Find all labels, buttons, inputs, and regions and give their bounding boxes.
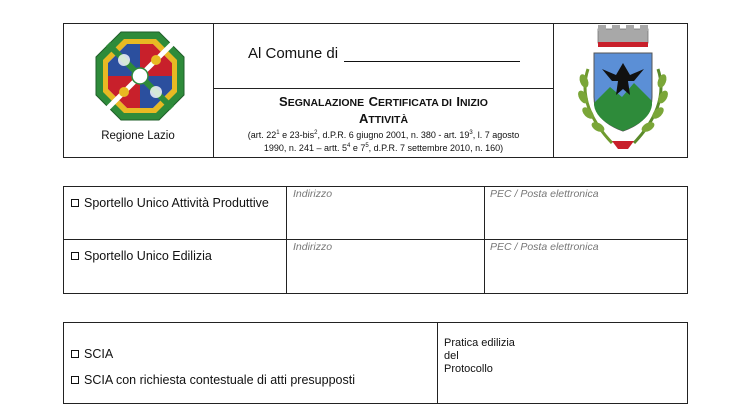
address-field[interactable]: Indirizzo: [293, 241, 333, 253]
address-field[interactable]: Indirizzo: [293, 188, 333, 200]
legal-reference-line2: 1990, n. 241 – artt. $5^4$ e $7^5$, d.P.R. 7 settembre 2010, n. 160): [263, 143, 504, 153]
checkbox-icon[interactable]: [71, 376, 79, 384]
document-title-line2: ATTIVITÀ: [358, 111, 409, 126]
scia-option[interactable]: SCIA: [71, 347, 113, 361]
practice-date-label: del: [444, 350, 459, 362]
office-label: Sportello Unico Edilizia: [84, 249, 212, 263]
offices-col-divider-1: [286, 186, 287, 294]
scia-with-acts-option[interactable]: SCIA con richiesta contestuale di atti presupposti: [71, 373, 355, 387]
document-title-line1: SEGNALAZIONE CERTIFICATA DI INIZIO: [279, 94, 488, 109]
checkbox-icon[interactable]: [71, 350, 79, 358]
recipient-prefix: Al Comune di: [248, 45, 339, 62]
lazio-coat-of-arms-icon: [94, 30, 186, 122]
pec-field[interactable]: PEC / Posta elettronica: [490, 241, 599, 253]
comune-coat-of-arms-icon: [572, 25, 674, 153]
checkbox-icon[interactable]: [71, 252, 79, 260]
scia-col-divider: [437, 322, 438, 404]
header-divider-middle: [213, 88, 554, 89]
checkbox-icon[interactable]: [71, 199, 79, 207]
protocol-label: Protocollo: [444, 363, 493, 375]
offices-row-divider: [63, 239, 688, 240]
practice-label: Pratica edilizia: [444, 337, 515, 349]
office-row-suap[interactable]: [71, 196, 269, 210]
scia-table: [63, 322, 688, 404]
comune-name-field[interactable]: [344, 61, 520, 62]
office-label: Sportello Unico Attività Produttive: [84, 196, 269, 210]
header-corner-tick: [553, 23, 571, 24]
legal-reference-line1: (art. $22^1$ e 23-bis$^2$, d.P.R. 6 giugno 2001, n. 380 - art. $19^3$, l. 7 agosto: [247, 130, 520, 140]
pec-field[interactable]: PEC / Posta elettronica: [490, 188, 599, 200]
region-name: Regione Lazio: [101, 130, 175, 142]
office-row-sue[interactable]: [71, 249, 212, 263]
offices-col-divider-2: [484, 186, 485, 294]
